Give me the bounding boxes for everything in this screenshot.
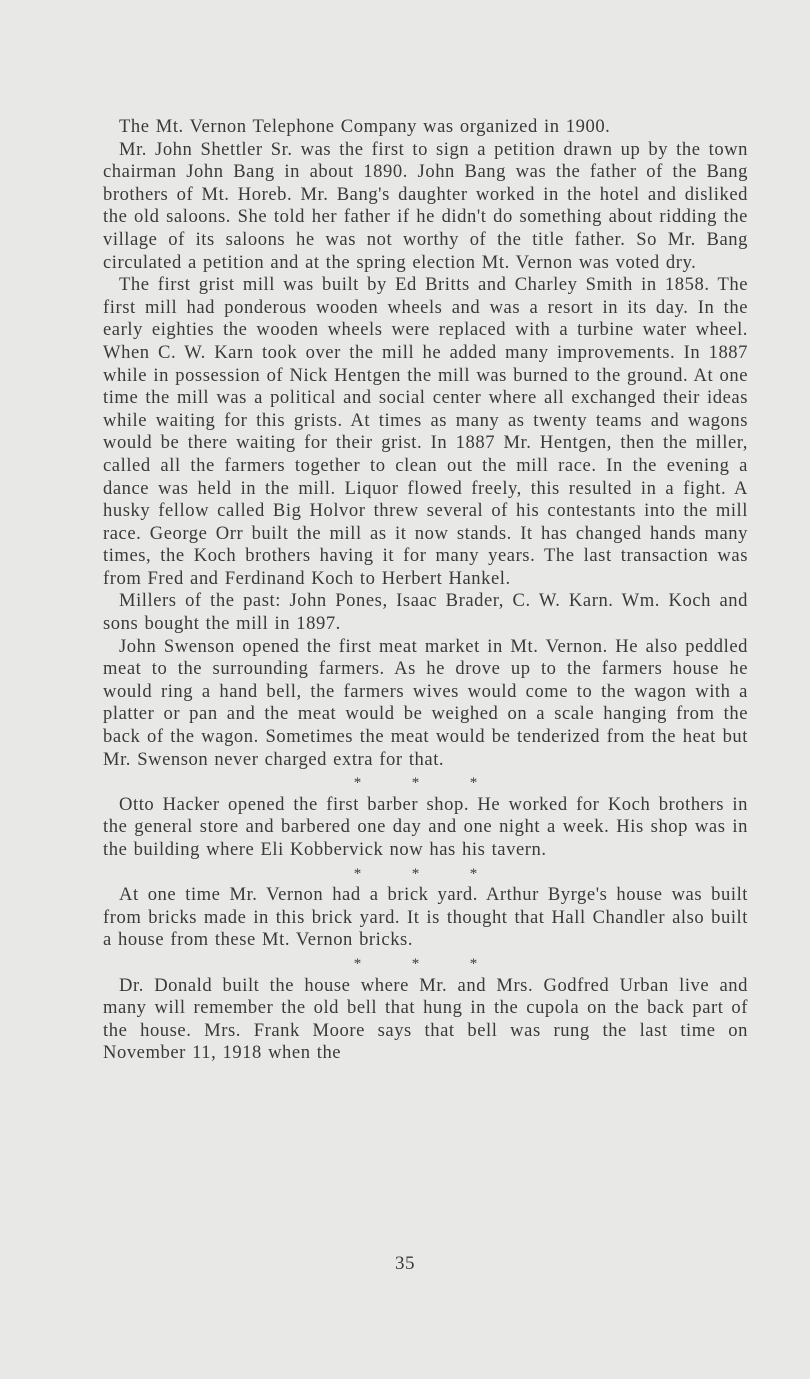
- section-separator: [103, 862, 748, 885]
- separator-asterisk: *: [353, 865, 362, 882]
- section-separator: [103, 771, 748, 794]
- separator-asterisk: *: [411, 955, 420, 972]
- paragraph-meat-market: John Swenson opened the first meat market in Mt. Vernon. He also peddled meat to the surrounding farmers. As he drove up to the farmers house he would ring a hand bell, the farmers wives would come to the wagon with a platter or pan and the meat would be weighed on a scale hanging from the back of the wagon. Sometimes the meat would be tenderized from the heat but Mr. Swenson never charged extra for that.: [103, 635, 748, 770]
- paragraph-barber-shop: Otto Hacker opened the first barber shop. He worked for Koch brothers in the general store and barbered one day and one night a week. His shop was in the building where Eli Kobbervick now has his tavern.: [103, 793, 748, 860]
- page-number: 35: [395, 1253, 415, 1274]
- page-body-text: [103, 116, 748, 1065]
- section-separator: [103, 952, 748, 975]
- paragraph-grist-mill-history: The first grist mill was built by Ed Britts and Charley Smith in 1858. The first mill had ponderous wooden wheels and was a resort in its day. In the early eighties the wooden wheels were replaced with a turbine water wheel. When C. W. Karn took over the mill he added many improvements. In 1887 while in possession of Nick Hentgen the mill was burned to the ground. At one time the mill was a political and social center where all exchanged their ideas while waiting for this grists. At times as many as twenty teams and wagons would be there waiting for their grist. In 1887 Mr. Hentgen, then the miller, called all the farmers together to clean out the mill race. In the evening a dance was held in the mill. Liquor flowed freely, this resulted in a fight. A husky fellow called Big Holvor threw several of his contestants into the mill race. George Orr built the mill as it now stands. It has changed hands many times, the Koch brothers having it for many years. The last transaction was from Fred and Ferdinand Koch to Herbert Hankel.: [103, 274, 748, 589]
- paragraph-petition-dry-vote: Mr. John Shettler Sr. was the first to sign a petition drawn up by the town chairman John Bang in about 1890. John Bang was the father of the Bang brothers of Mt. Horeb. Mr. Bang's daughter worked in the hotel and disliked the old saloons. She told her father if he didn't do something about ridding the village of its saloons he was not worthy of the title father. So Mr. Bang circulated a petition and at the spring election Mt. Vernon was voted dry.: [103, 138, 748, 273]
- separator-asterisk: *: [469, 775, 478, 792]
- separator-asterisk: *: [353, 955, 362, 972]
- paragraph-telephone-company: The Mt. Vernon Telephone Company was organized in 1900.: [119, 116, 611, 137]
- separator-asterisk: *: [469, 865, 478, 882]
- separator-asterisk: *: [469, 955, 478, 972]
- paragraph-millers-of-the-past: Millers of the past: John Pones, Isaac Brader, C. W. Karn. Wm. Koch and sons bought the mill in 1897.: [103, 590, 748, 635]
- separator-asterisk: *: [411, 775, 420, 792]
- separator-asterisk: *: [411, 865, 420, 882]
- separator-asterisk: *: [353, 775, 362, 792]
- paragraph-dr-donald-house: Dr. Donald built the house where Mr. and Mrs. Godfred Urban live and many will remember the old bell that hung in the cupola on the back part of the house. Mrs. Frank Moore says that bell was rung the last time on November 11, 1918 when the: [103, 974, 748, 1064]
- paragraph-brick-yard: At one time Mr. Vernon had a brick yard. Arthur Byrge's house was built from bricks made in this brick yard. It is thought that Hall Chandler also built a house from these Mt. Vernon bricks.: [103, 884, 748, 951]
